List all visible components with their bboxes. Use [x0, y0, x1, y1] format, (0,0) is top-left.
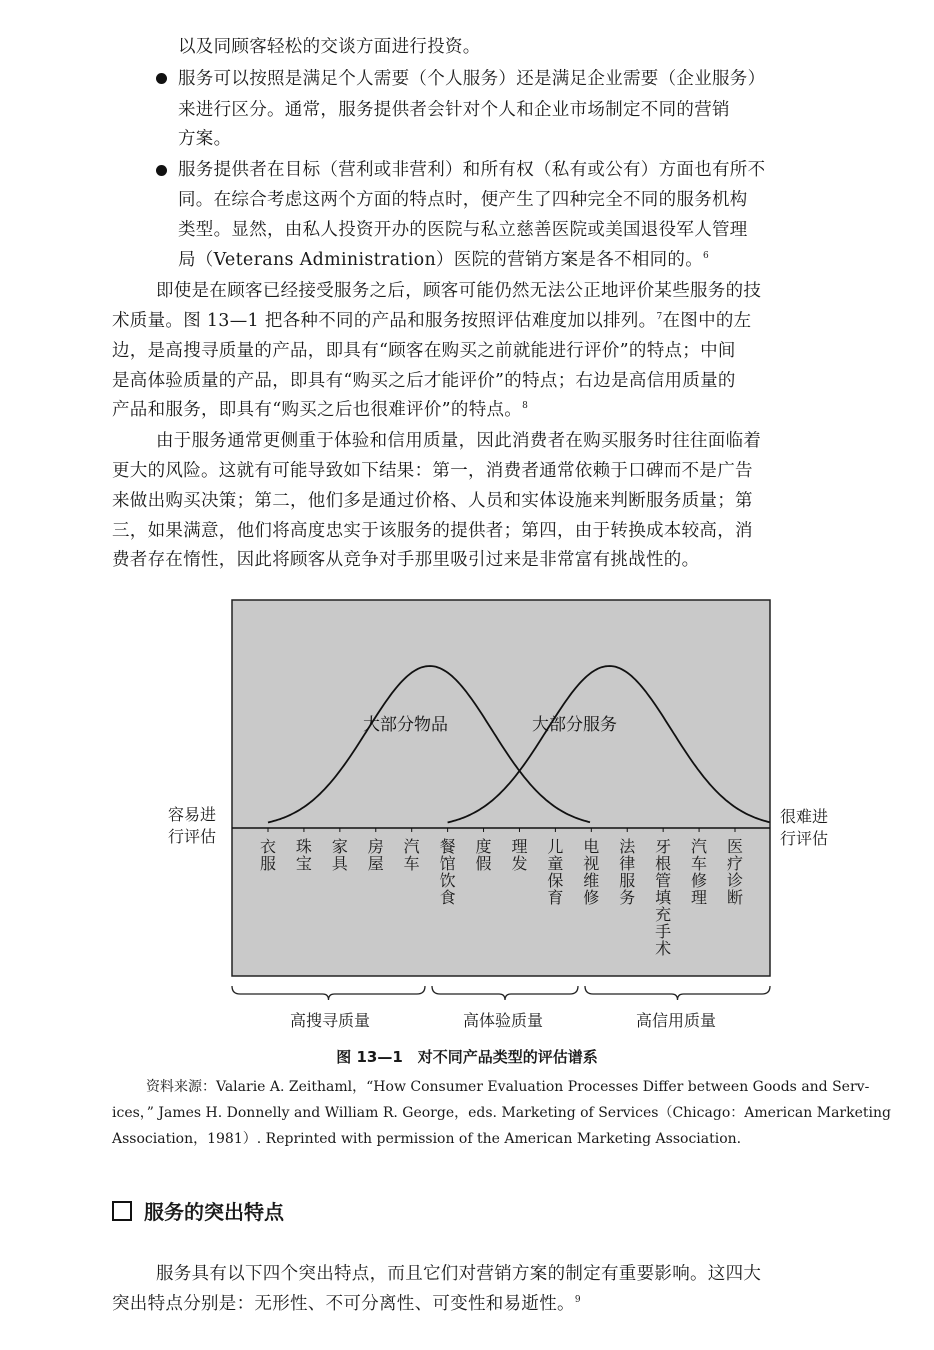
footnote-9: 9 [574, 1295, 581, 1306]
category-search-quality: 高搜寻质量 [289, 1011, 370, 1030]
bullet-2-line-2: 同。在综合考虑这两个方面的特点时，便产生了四种完全不同的服务机构 [178, 190, 748, 210]
series-label-goods: 大部分物品 [363, 715, 448, 735]
section-line-2 [112, 1293, 581, 1315]
para1-line-3: 边，是高搜寻质量的产品，即具有“顾客在购买之前就能进行评价”的特点；中间 [112, 341, 736, 361]
category-credence-quality: 高信用质量 [635, 1011, 716, 1030]
item-label: 法律服务 [619, 837, 636, 907]
right-axis-label: 很难进行评估 [780, 807, 829, 848]
figure-caption: 图 13—1 对不同产品类型的评估谱系 [336, 1048, 598, 1066]
para2-line-2: 更大的风险。这就有可能导致如下结果：第一，消费者通常依赖于口碑而不是广告 [112, 461, 753, 481]
section-line-2-text: 突出特点分别是：无形性、不可分离性、可变性和易逝性。 [112, 1294, 575, 1314]
bullet-1-line-3: 方案。 [178, 129, 232, 149]
category-brace [432, 986, 578, 1000]
bullet-1-line-2: 来进行区分。通常，服务提供者会针对个人和企业市场制定不同的营销 [178, 100, 730, 120]
category-brace [585, 986, 770, 1000]
para1-line-4: 是高体验质量的产品，即具有“购买之后才能评价”的特点；右边是高信用质量的 [112, 371, 736, 391]
chart-background [232, 600, 770, 976]
para1-line-2-text: 术质量。图 13—1 把各种不同的产品和服务按照评估难度加以排列。 [112, 311, 657, 331]
source-line-1: 资料来源：Valarie A. Zeithaml，“How Consumer Evaluation Processes Differ between Goods and Serv- [146, 1079, 870, 1095]
section-line-1: 服务具有以下四个突出特点，而且它们对营销方案的制定有重要影响。这四大 [156, 1264, 762, 1284]
item-label: 珠宝 [295, 837, 312, 873]
para1-line-1: 即使是在顾客已经接受服务之后，顾客可能仍然无法公正地评价某些服务的技 [156, 281, 762, 301]
item-label: 餐馆饮食 [439, 837, 456, 907]
category-brace [232, 986, 425, 1000]
source-line-2: ices，” James H. Donnelly and William R. George，eds. Marketing of Services（Chicago：American Marketing [112, 1105, 891, 1121]
series-label-services: 大部分服务 [532, 715, 617, 735]
left-axis-label: 容易进行评估 [168, 805, 217, 846]
para2-line-1: 由于服务通常更侧重于体验和信用质量，因此消费者在购买服务时往往面临着 [156, 431, 762, 451]
item-label: 汽车修理 [691, 837, 708, 907]
item-label: 汽车 [403, 837, 420, 873]
item-label: 医疗诊断 [726, 837, 743, 907]
item-label: 家具 [331, 837, 348, 873]
item-label: 电视维修 [583, 837, 600, 907]
section-heading-text: 服务的突出特点 [144, 1200, 284, 1224]
bullet-2-line-1: 服务提供者在目标（营利或非营利）和所有权（私有或公有）方面也有所不 [178, 160, 766, 180]
section-heading [112, 1196, 284, 1225]
item-label: 儿童保育 [547, 837, 564, 907]
para2-line-3: 来做出购买决策；第二，他们多是通过价格、人员和实体设施来判断服务质量；第 [112, 491, 753, 511]
item-label: 衣服 [259, 837, 276, 873]
item-label: 理发 [511, 837, 528, 873]
bullet-2-line-3: 类型。显然，由私人投资开办的医院与私立慈善医院或美国退役军人管理 [178, 220, 748, 240]
category-experience-quality: 高体验质量 [462, 1011, 543, 1030]
continuation-line: 以及同顾客轻松的交谈方面进行投资。 [178, 37, 481, 57]
footnote-7: 7 [656, 312, 663, 323]
para1-line-2-tail: 在图中的左 [662, 311, 752, 331]
para2-line-4: 三，如果满意，他们将高度忠实于该服务的提供者；第四，由于转换成本较高，消 [112, 521, 753, 541]
para2-line-5: 费者存在惰性，因此将顾客从竞争对手那里吸引过来是非常富有挑战性的。 [112, 550, 700, 570]
source-line-3: Association，1981）. Reprinted with permission of the American Marketing Association. [112, 1131, 742, 1147]
item-label: 度假 [475, 837, 492, 873]
footnote-8: 8 [522, 401, 529, 412]
para1-line-5-text: 产品和服务，即具有“购买之后也很难评价”的特点。 [112, 400, 523, 420]
checkbox-square-icon [112, 1201, 132, 1221]
item-label: 牙根管填充手术 [655, 837, 672, 958]
bullet-2-line-4-text: 局（Veterans Administration）医院的营销方案是各不相同的。 [178, 250, 704, 270]
item-label: 房屋 [367, 837, 384, 873]
footnote-6: 6 [703, 251, 710, 262]
bullet-1-line-1: 服务可以按照是满足个人需要（个人服务）还是满足企业需要（企业服务） [178, 69, 766, 89]
